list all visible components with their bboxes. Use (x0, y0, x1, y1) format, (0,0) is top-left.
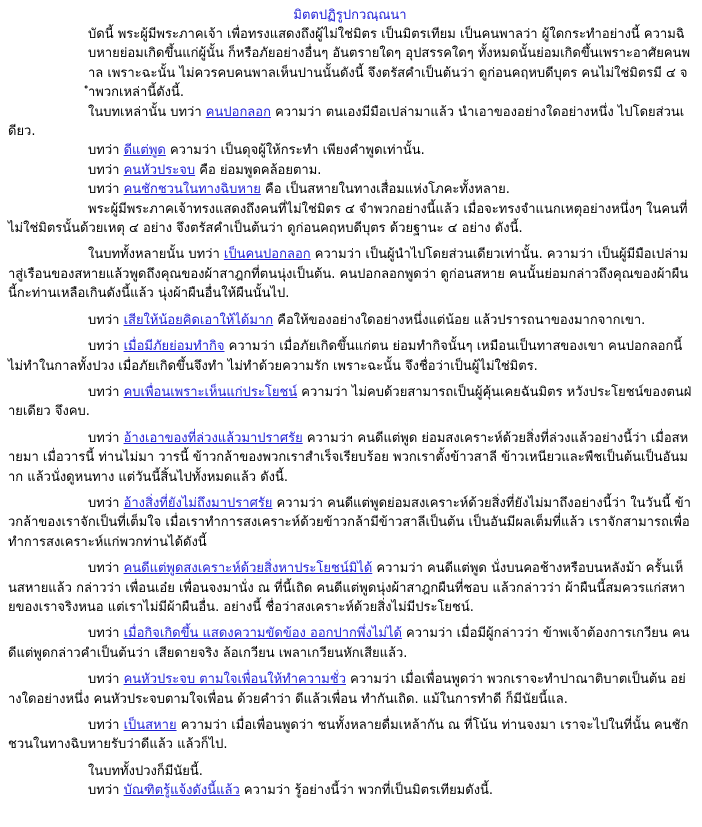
document-body (8, 25, 692, 801)
term-link[interactable]: คนปอกลอก (205, 104, 271, 120)
term-link[interactable]: คนหัวประจบ (123, 162, 196, 178)
paragraph (8, 161, 692, 180)
paragraph-text: พระผู้มีพระภาคเจ้าทรงแสดงถึงคนที่ไม่ใช่มิตร ๔ จำพวกอย่างนี้แล้ว เมื่อจะทรงจำแนกเหตุอย่างหนึ่งๆ ในคนที่ไม่ใช่มิตรนั้นด้วยเหตุ ๔ อย่าง จึงตรัสคำเป็นต้นว่า ดูก่อนคฤหบดีบุตร ด้วยฐานะ ๔ อย่าง ดังนี้. (8, 201, 688, 237)
paragraph (8, 494, 692, 552)
paragraph-text: บทว่า (88, 182, 124, 198)
paragraph-text: ความว่า เมื่อภัยเกิดขึ้นแก่ตน ย่อมทำกิจนั้นๆ เหมือนเป็นทาสของเขา คนปอกลอกนี้ ไม่ทำในกาลทั้งปวง เมื่อภัยเกิดขึ้นจึงทำ ไม่ทำด้วยความรัก เพราะฉะนั้น จึงชื่อว่าเป็นผู้ไม่ใช่มิตร. (8, 339, 683, 374)
paragraph (8, 624, 692, 663)
paragraph (8, 559, 692, 617)
paragraph-text: คือ ย่อมพูดคล้อยตาม. (195, 162, 322, 178)
paragraph (8, 670, 692, 709)
term-link[interactable]: อ้างเอาของที่ล่วงแล้วมาปราศรัย (123, 430, 303, 446)
paragraph-text: บทว่า (88, 339, 124, 355)
paragraph-text: ความว่า คนดีแต่พูดย่อมสงเคราะห์ด้วยสิ่งที่ยังไม่มาถึงอย่างนี้ว่า ในวันนี้ ข้าวกล้าของเราจักเป็นที่เต็มใจ เมื่อเราทำการสงเคราะห์ด้วยข้าวกล้ามีข้าวสาลีเป็นต้น เป็นอันมีผลเต็มที่แล้ว เราจักสามารถเพื่อทำการสงเคราะห์แก่พวกท่านได้ดังนี้ (8, 495, 691, 550)
term-link[interactable]: เมื่อกิจเกิดขึ้น แสดงความขัดข้อง ออกปากพึ่งไม่ได้ (123, 626, 402, 642)
term-link[interactable]: เมื่อมีภัยย่อมทำกิจ (123, 339, 225, 355)
paragraph-text: บัดนี้ พระผู้มีพระภาคเจ้า เพื่อทรงแสดงถึงผู้ไม่ใช่มิตร เป็นมิตรเทียม เป็นคนพาลว่า ผู้ใดกระทำอย่างนี้ ความฉิบหายย่อมเกิดขึ้นแก่ผู้นั้น ก็หรือภัยอย่างอื่นๆ อันตรายใดๆ อุปสรรคใดๆ ทั้งหมดนั้นย่อมเกิดขึ้นเพราะอาศัยคนพาล เพราะฉะนั้น ไม่ควรคบคนพาลเห็นปานนั้นดังนี้ จึงตรัสคำเป็นต้นว่า ดูก่อนคฤหบดีบุตร คนไม่ใช่มิตรมี ๔ จำพวกเหล่านี้ดังนี้. (88, 27, 691, 101)
paragraph-text: ความว่า ไม่คบด้วยสามารถเป็นผู้คุ้นเคยฉันมิตร หวังประโยชน์ของตนฝ่ายเดียว จึงคบ. (8, 384, 692, 420)
paragraph-text: ความว่า ตนเองมีมือเปล่ามาแล้ว นำเอาของอย่างใดอย่างหนึ่ง ไปโดยส่วนเดียว. (8, 104, 685, 140)
paragraph (8, 429, 692, 487)
paragraph (8, 103, 692, 142)
paragraph-text: บทว่า (88, 312, 124, 328)
term-link[interactable]: บัณฑิตรู้แจ้งดังนี้แล้ว (123, 783, 240, 799)
paragraph-text: บทว่า (88, 162, 124, 178)
paragraph-text: ความว่า เป็นดุจผู้ให้กระทำ เพียงคำพูดเท่านั้น. (165, 143, 425, 159)
paragraph (8, 180, 692, 199)
paragraph-text: บทว่า (88, 495, 124, 511)
paragraph (8, 25, 692, 103)
term-link[interactable]: ดีแต่พูด (123, 143, 166, 159)
paragraph (8, 781, 692, 800)
paragraph (8, 383, 692, 422)
paragraph-text: ในบททั้งหลายนั้น บทว่า (88, 247, 224, 263)
paragraph-text: ความว่า เมื่อมีผู้กล่าวว่า ข้าพเจ้าต้องการเกวียน คนดีแต่พูดกล่าวคำเป็นต้นว่า เสียดายจริง ล้อเกวียน เพลาเกวียนหักเสียแล้ว. (8, 626, 690, 661)
paragraph-text: บทว่า (88, 143, 124, 159)
document-title: มิตตปฏิรูปกวณฺณนา (293, 8, 407, 23)
paragraph (8, 762, 692, 781)
paragraph-text: ความว่า เมื่อเพื่อนพูดว่า ชนทั้งหลายดื่มเหล้ากัน ณ ที่โน้น ท่านจงมา เราจะไปในที่นั้น คนชักชวนในทางฉิบหายรับว่าดีแล้ว แล้วก็ไป. (8, 718, 689, 753)
term-link[interactable]: เสียให้น้อยคิดเอาให้ได้มาก (123, 312, 274, 328)
paragraph-text: ความว่า เมื่อเพื่อนพูดว่า พวกเราจะทำปาณาติบาตเป็นต้น อย่างใดอย่างหนึ่ง คนหัวประจบตามใจเพื่อน ด้วยคำว่า ดีแล้วเพื่อน ทำกันเถิด. แม้ในการทำดี ก็มีนัยนี้แล. (8, 672, 686, 707)
paragraph (8, 311, 692, 330)
paragraph-text: บทว่า (88, 718, 124, 733)
paragraph-text: ความว่า รู้อย่างนี้ว่า พวกที่เป็นมิตรเทียมดังนี้. (239, 783, 494, 799)
paragraph-text: บทว่า (88, 626, 124, 642)
paragraph-text: บทว่า (88, 783, 124, 799)
term-link[interactable]: คนหัวประจบ ตามใจเพื่อนให้ทำความชั่ว (123, 672, 346, 688)
paragraph (8, 716, 692, 755)
paragraph-text: ความว่า คนดีแต่พูด ย่อมสงเคราะห์ด้วยสิ่งที่ล่วงแล้วอย่างนี้ว่า เมื่อสหายมา เมื่อวารนี้ ท่านไม่มา วารนี้ ข้าวกล้าของพวกเราสำเร็จเรียบร้อย พวกเราตั้งข้าวสาลี ข้าวเหนียวและพืชเป็นต้นเป็นอันมาก แล้วนั่งดูหนทาง แต่วันนี้สิ้นไปทั้งหมดแล้ว ดังนี้. (8, 430, 689, 485)
paragraph-text: บทว่า (88, 384, 124, 400)
paragraph (8, 200, 692, 239)
paragraph-text: ความว่า คนดีแต่พูด นั่งบนคอช้างหรือบนหลังม้า ครั้นเห็นสหายแล้ว กล่าวว่า เพื่อนเอ๋ย เพื่อนจงมานั่ง ณ ที่นี้เถิด คนดีแต่พูดนุ่งผ้าสาฎกผืนที่ชอบ แล้วกล่าวว่า ผ้าผืนนี้สมควรแก่สหายของเราจริงหนอ แต่เราไม่มีผ้าผืนอื่น. อย่างนี้ ชื่อว่าสงเคราะห์ด้วยสิ่งไม่มีประโยชน์. (8, 561, 685, 615)
paragraph-text: บทว่า (88, 561, 124, 577)
term-link[interactable]: เป็นคนปอกลอก (223, 247, 311, 263)
paragraph-text: บทว่า (88, 430, 124, 446)
paragraph-text: คือให้ของอย่างใดอย่างหนึ่งแต่น้อย แล้วปรารถนาของมากจากเขา. (273, 312, 646, 328)
paragraph (8, 337, 692, 376)
term-link[interactable]: อ้างสิ่งที่ยังไม่ถึงมาปราศรัย (123, 495, 273, 511)
term-link[interactable]: คบเพื่อนเพราะเห็นแก่ประโยชน์ (123, 384, 298, 400)
paragraph-text: ความว่า เป็นผู้นำไปโดยส่วนเดียวเท่านั้น. ความว่า เป็นผู้มีมือเปล่ามาสู่เรือนของสหายแล้วพูดถึงคุณของผ้าสาฎกที่ตนนุ่งเป็นต้น. คนปอกลอกพูดว่า ดูก่อนสหาย คนนั้นย่อมกล่าวถึงคุณของผ้าผืนนี้กะท่านเหลือเกินดังนี้แล้ว นุ่งผ้าผืนอื่นให้ผืนนั้นไป. (8, 247, 689, 302)
term-link[interactable]: เป็นสหาย (123, 718, 177, 733)
paragraph (8, 141, 692, 160)
paragraph-text: คือ เป็นสหายในทางเสื่อมแห่งโภคะทั้งหลาย. (260, 182, 510, 198)
paragraph-text: บทว่า (88, 672, 124, 688)
paragraph-text: ในบทเหล่านั้น บทว่า (88, 104, 206, 120)
paragraph-text: ในบททั้งปวงก็มีนัยนี้. (88, 763, 203, 779)
paragraph (8, 245, 692, 303)
term-link[interactable]: คนดีแต่พูดสงเคราะห์ด้วยสิ่งหาประโยชน์มิได้ (123, 561, 373, 577)
term-link[interactable]: คนชักชวนในทางฉิบหาย (123, 182, 261, 198)
